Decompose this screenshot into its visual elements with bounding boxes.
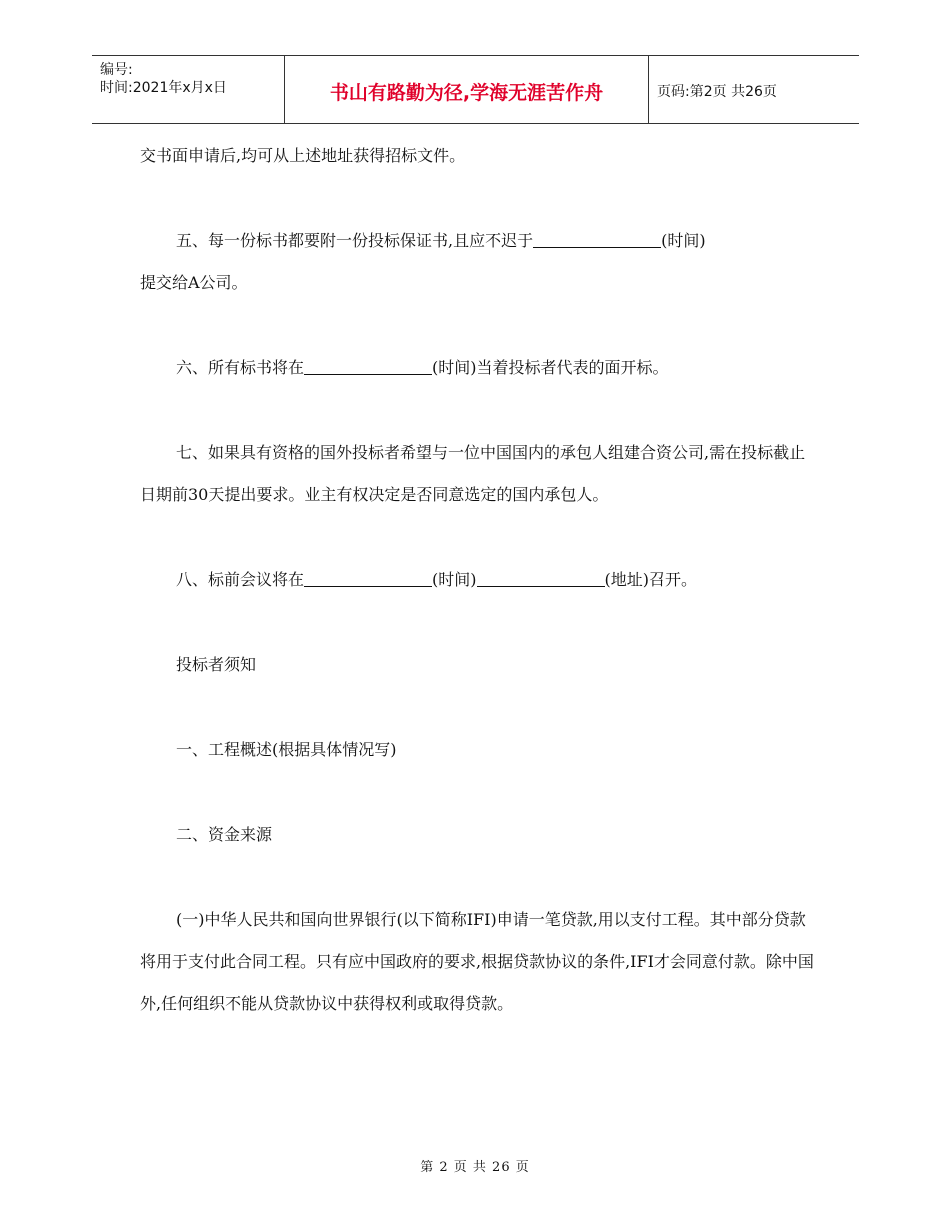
header-meta	[92, 56, 285, 123]
blank-field-time	[304, 358, 432, 375]
paragraph-eight-text-c: (地址)召开。	[604, 570, 698, 589]
paragraph-five	[140, 220, 820, 304]
section-heading-project-overview: 一、工程概述(根据具体情况写)	[176, 740, 397, 759]
page-header	[92, 55, 859, 124]
paragraph-six-text-b: (时间)当着投标者代表的面开标。	[432, 358, 669, 377]
paragraph-five-text-a: 五、每一份标书都要附一份投标保证书,且应不迟于	[176, 231, 534, 250]
paragraph-seven: 七、如果具有资格的国外投标者希望与一位中国国内的承包人组建合资公司,需在投标截止日期前30天提出要求。业主有权决定是否同意选定的国内承包人。	[140, 443, 806, 504]
blank-field-address	[477, 570, 605, 587]
blank-field-time	[304, 570, 432, 587]
paragraph-eight-text-a: 八、标前会议将在	[176, 570, 305, 589]
document-number-label: 编号:	[100, 62, 133, 78]
paragraph-five-text-b: (时间)	[661, 231, 706, 250]
blank-field-time	[533, 231, 661, 248]
paragraph-1: 交书面申请后,均可从上述地址获得招标文件。	[140, 146, 466, 165]
paragraph-six	[140, 347, 820, 389]
document-time-label: 时间:2021年x月x日	[100, 80, 227, 96]
header-page-info: 页码:第2页 共26页	[657, 83, 777, 100]
header-motto: 书山有路勤为径,学海无涯苦作舟	[285, 56, 649, 123]
section-heading-bidder-instructions: 投标者须知	[176, 655, 257, 674]
paragraph-eight	[140, 559, 820, 601]
page-footer: 第 2 页 共 26 页	[420, 1160, 530, 1175]
paragraph-funding-detail: (一)中华人民共和国向世界银行(以下简称IFI)申请一笔贷款,用以支付工程。其中部分贷款将用于支付此合同工程。只有应中国政府的要求,根据贷款协议的条件,IFI才会同意付款。除中国外,任何组织不能从贷款协议中获得权利或取得贷款。	[140, 910, 814, 1013]
section-heading-funding-source: 二、资金来源	[176, 825, 273, 844]
paragraph-six-text-a: 六、所有标书将在	[176, 358, 305, 377]
paragraph-five-text-c: 提交给A公司。	[140, 273, 248, 292]
paragraph-eight-text-b: (时间)	[432, 570, 477, 589]
